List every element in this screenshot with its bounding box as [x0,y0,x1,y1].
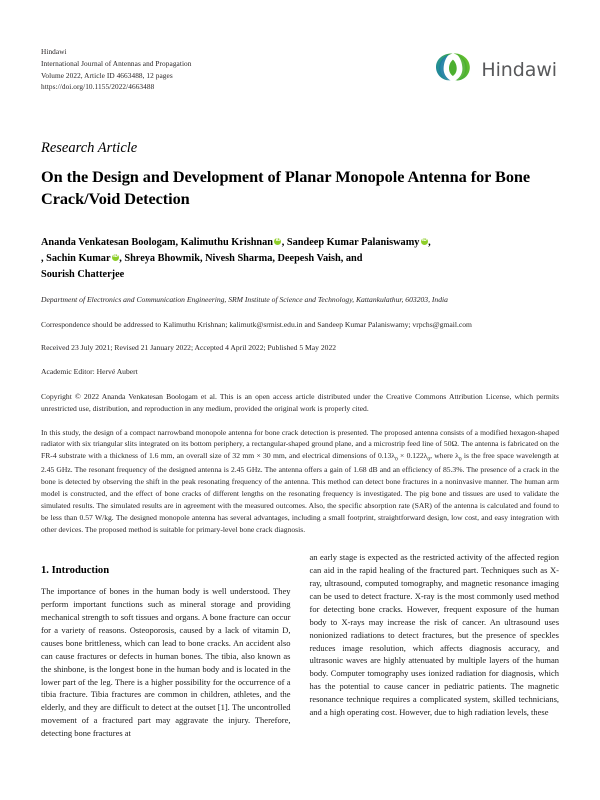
volume-article-info: Volume 2022, Article ID 4663488, 12 pages [41,70,173,80]
copyright-notice: Copyright © 2022 Ananda Venkatesan Boologam et al. This is an open access article distributed under the Creative Commons Attribution License, which permits unrestricted use, distribution, and reproduction in any medium, provided the original work is properly cited. [41,391,559,413]
authors-segment-3: , Sachin Kumar [41,253,111,265]
abstract-text [41,427,559,536]
publisher-name: Hindawi [41,47,67,56]
orcid-icon[interactable] [421,238,428,245]
hindawi-wordmark: Hindawi [481,58,557,81]
academic-editor: Academic Editor: Hervé Aubert [41,367,138,377]
correspondence-note: Correspondence should be addressed to Kalimuthu Krishnan; kalimutk@srmist.edu.in and Sandeep Kumar Palaniswamy; vrpchs@gmail.com [41,319,472,329]
orcid-icon[interactable] [274,238,281,245]
authors-segment-4: , Shreya Bhowmik, Nivesh Sharma, Deepesh Vaish, and [119,253,363,265]
authors-segment-2: , Sandeep Kumar Palaniswamy [281,237,420,249]
hindawi-rings-icon [432,50,474,89]
page-title: On the Design and Development of Planar Monopole Antenna for Bone Crack/Void Detection [41,167,531,208]
abstract-segment-2: × 0.122λ [397,451,428,461]
body-column-right [310,551,560,740]
masthead-citation [41,46,192,93]
lambda-subscript: 0 [394,456,398,463]
masthead [41,46,559,112]
body-paragraph-left: The importance of bones in the human body is well understood. They perform important functions such as mineral storage and providing mechanical strength to soft tissues and organs. A bone fracture can occur for a variety of reasons. Osteoporosis, caused by a lack of vitamin D, causes bone brittleness, which can lead to bone cracks. An accident also can cause fractures or defects in human bones. The tibia, also known as the shinbone, is the longest bone in the human body and is located in the lower part of the leg. There is a higher possibility for the occurrence of a tibia fracture. Tibia fractures are common in children, athletes, and the elderly, and they are difficult to detect at the outset [1]. The uncontrolled movement of a fractured part may aggravate the injury. Therefore, detecting bone fractures at [41,586,291,739]
author-list: Ananda Venkatesan Boologam, Kalimuthu Krishnan iD , Sandeep Kumar Palaniswamy iD , , Sachin Kumar iD , Shreya Bhowmik, Nivesh Sharma, Deepesh Vaish, and Sourish Chatterjee [41,235,559,283]
abstract-segment-4: is the free space wavelength at 2.45 GHz. The resonant frequency of the designed antenna is 2.45 GHz. The antenna offers a gain of 1.68 dB and an efficiency of 85.3%. The presence of a crack in the bone is detected by observing the shift in the peak resonating frequency of the antenna. This method can detect bone fractures in a noninvasive manner. The human arm model is constructed, and the effect of bone cracks of different lengths on the resonating frequency is investigated. The pig bone and tissues are used to validate the simulated results. The simulated results are in agreement with the measured outcomes. Also, the specific absorption rate (SAR) of the antenna is calculated and found to be less than 0.57 W/kg. The designed monopole antenna has several advantages, including a small footprint, straightforward design, low cost, and easy integration with other devices. The proposed method is suitable for primary-level bone crack diagnosis. [41,451,559,534]
body-paragraph-right: an early stage is expected as the restricted activity of the affected region can aid in the rapid healing of the fractured part. Techniques such as X-ray, ultrasound, computed tomography, and magnetic resonance imaging can be used to detect fracture. X-ray is the most commonly used method for detecting bone cracks. However, frequent exposure of the human body to X-rays may increase the risk of cancer. An ultrasound uses nonionized radiations to detect fractures, but the presence of speckles reduces image resolution, which affects diagnosis accuracy, and ultrasonic waves are highly attenuated by multiple layers of the human body. Computer tomography uses ionized radiation for diagnosis, which has the potential to cause cancer in pediatric patients. The magnetic resonance technique requires a complicated system, skilled technicians, and a high operating cost. However, due to high radiation levels, these [309,552,559,717]
authors-segment-1: Ananda Venkatesan Boologam, Kalimuthu Krishnan [41,237,274,249]
orcid-icon[interactable] [112,254,119,261]
article-type-label: Research Article [41,140,138,156]
hindawi-logo [432,46,559,89]
publication-dates: Received 23 July 2021; Revised 21 January 2022; Accepted 4 April 2022; Published 5 May 2022 [41,343,337,353]
authors-segment-5: Sourish Chatterjee [41,269,125,281]
abstract-segment-1: In this study, the design of a compact narrowband monopole antenna for bone crack detection is presented. The proposed antenna consists of a modified hexagon-shaped radiator with six triangular slits integrated on its bottom periphery, a rectangular-shaped ground plane, and a microstrip feed line of 50Ω. The antenna is fabricated on the FR-4 substrate with a thickness of 1.6 mm, an overall size of 32 mm × 30 mm, and electrical dimensions of 0.13λ [41,427,559,461]
lambda-subscript: 0 [458,456,462,463]
lambda-subscript: 0 [427,456,431,463]
abstract-segment-3: , where λ [430,451,459,461]
journal-name: International Journal of Antennas and Propagation [41,58,192,68]
doi-link[interactable]: https://doi.org/10.1155/2022/4663488 [41,82,155,92]
author-affiliation: Department of Electronics and Communication Engineering, SRM Institute of Science and Technology, Kattankulathur, 603203, India [41,294,448,304]
section-heading-introduction: 1. Introduction [41,565,110,577]
body-column-left [41,585,291,740]
